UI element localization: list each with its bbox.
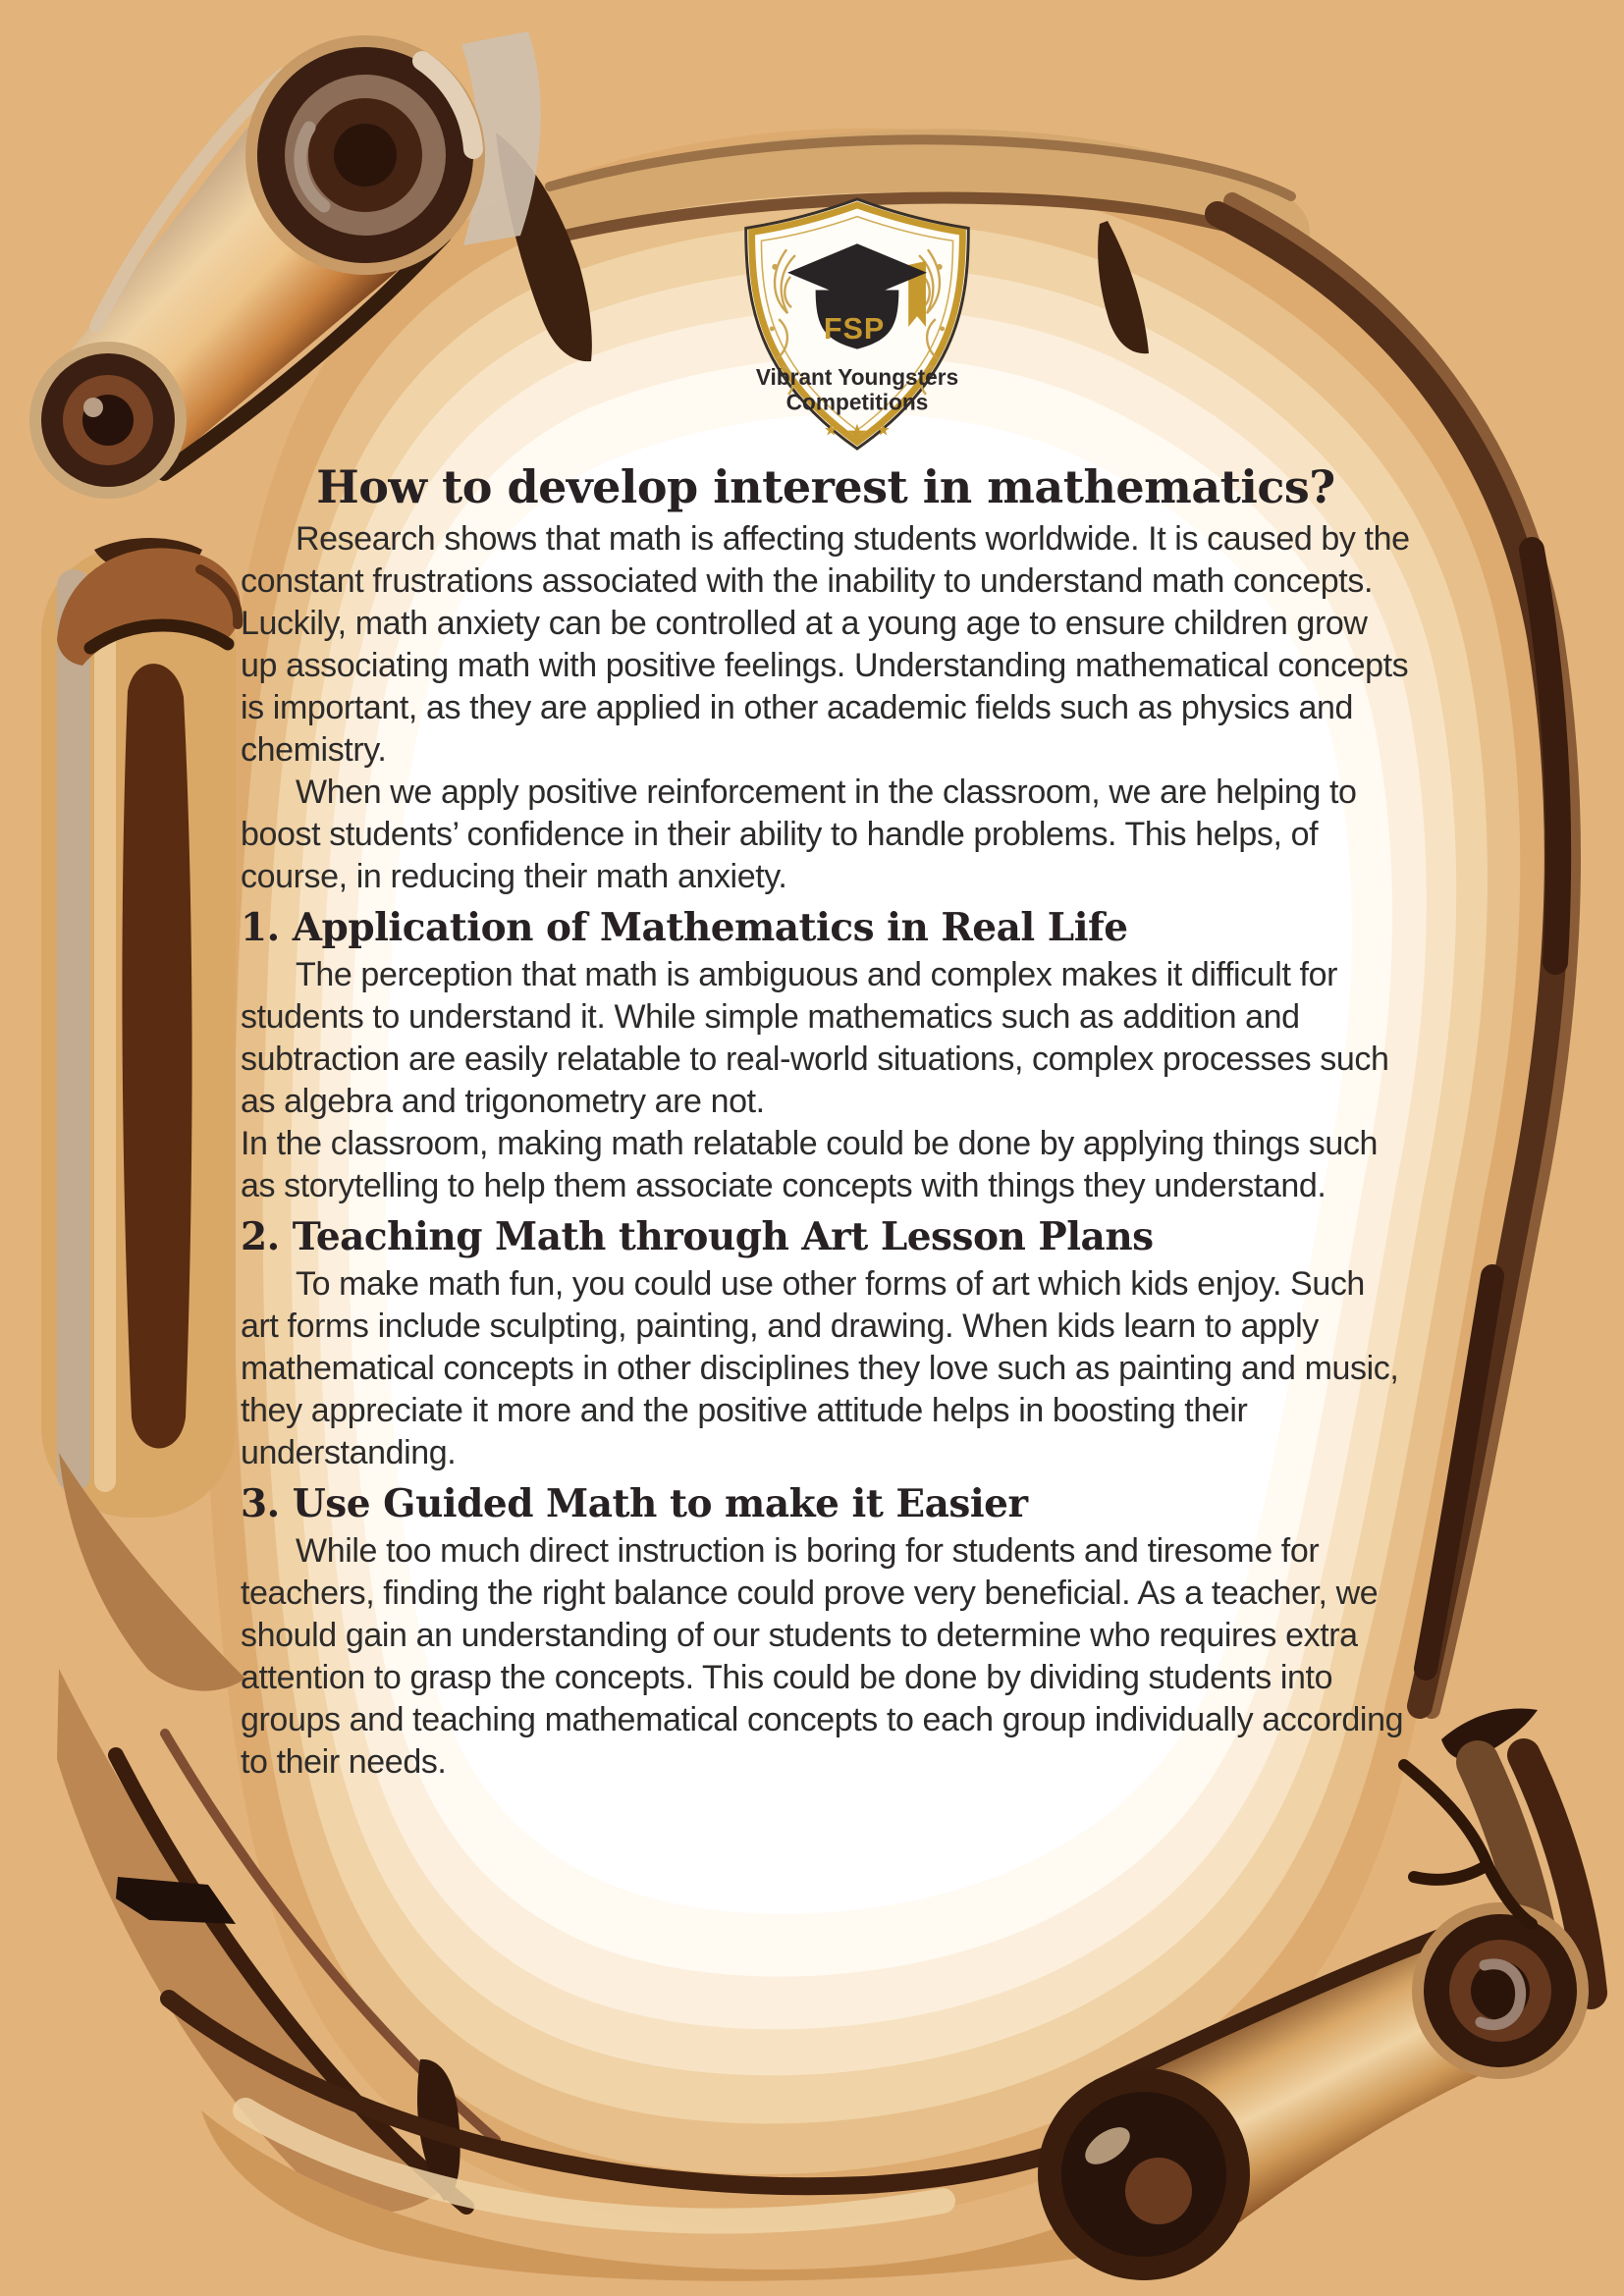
article	[241, 459, 1411, 1784]
logo-tagline-line1: Vibrant Youngsters	[755, 364, 959, 391]
section-heading-1: 1. Application of Mathematics in Real Life	[241, 905, 1128, 950]
top-left-large-spiral	[245, 35, 485, 275]
section-heading-3: 3. Use Guided Math to make it Easier	[241, 1481, 1028, 1526]
reinforcement-paragraph: When we apply positive reinforcement in the classroom, we are helping to boost students’ confidence in their ability to handle problems. This helps, of course, in reducing their math anxiety.	[241, 774, 1357, 895]
section-heading-2: 2. Teaching Math through Art Lesson Plans	[241, 1214, 1154, 1259]
bottom-right-spiral	[1412, 1902, 1589, 2079]
fsp-shield-logo	[727, 192, 988, 455]
article-title: How to develop interest in mathematics?	[316, 460, 1335, 513]
star-icon: ★	[876, 420, 892, 440]
top-left-small-spiral	[29, 342, 187, 499]
section-3-paragraph: While too much direct instruction is boring for students and tiresome for teachers, finding the right balance could prove very beneficial. As a teacher, we should gain an understanding of our students to determine who requires extra attention to grasp the concepts. This could be done by dividing students into groups and teaching mathematical concepts to each group individually according to their needs.	[241, 1532, 1404, 1781]
stars-row	[824, 420, 891, 448]
section-1-paragraph: The perception that math is ambiguous and complex makes it difficult for students to understand it. While simple mathematics such as addition and subtraction are easily relatable to real-world situations, complex processes such as algebra and trigonometry are not.	[241, 956, 1389, 1120]
star-icon: ★	[845, 420, 869, 449]
intro-paragraph: Research shows that math is affecting students worldwide. It is caused by the constant frustrations associated with the inability to understand math concepts. Luckily, math anxiety can be controlled at a young age to ensure children grow up associating math with positive feelings. Understanding mathematical concepts is important, as they are applied in other academic fields such as physics and chemistry.	[241, 520, 1410, 769]
star-icon: ★	[823, 420, 839, 440]
section-2-paragraph: To make math fun, you could use other forms of art which kids enjoy. Such art forms include sculpting, painting, and drawing. When kids learn to apply mathematical concepts in other disciplines they love such as painting and music, they appreciate it more and the positive attitude helps in boosting their understanding.	[241, 1265, 1399, 1471]
section-1-paragraph-continued: In the classroom, making math relatable could be done by applying things such as storytelling to help them associate concepts with things they understand.	[241, 1125, 1379, 1204]
bottom-right-end-disc	[1038, 2068, 1250, 2280]
logo-tagline-line2: Competitions	[785, 389, 929, 415]
logo-acronym: FSP	[823, 311, 886, 346]
